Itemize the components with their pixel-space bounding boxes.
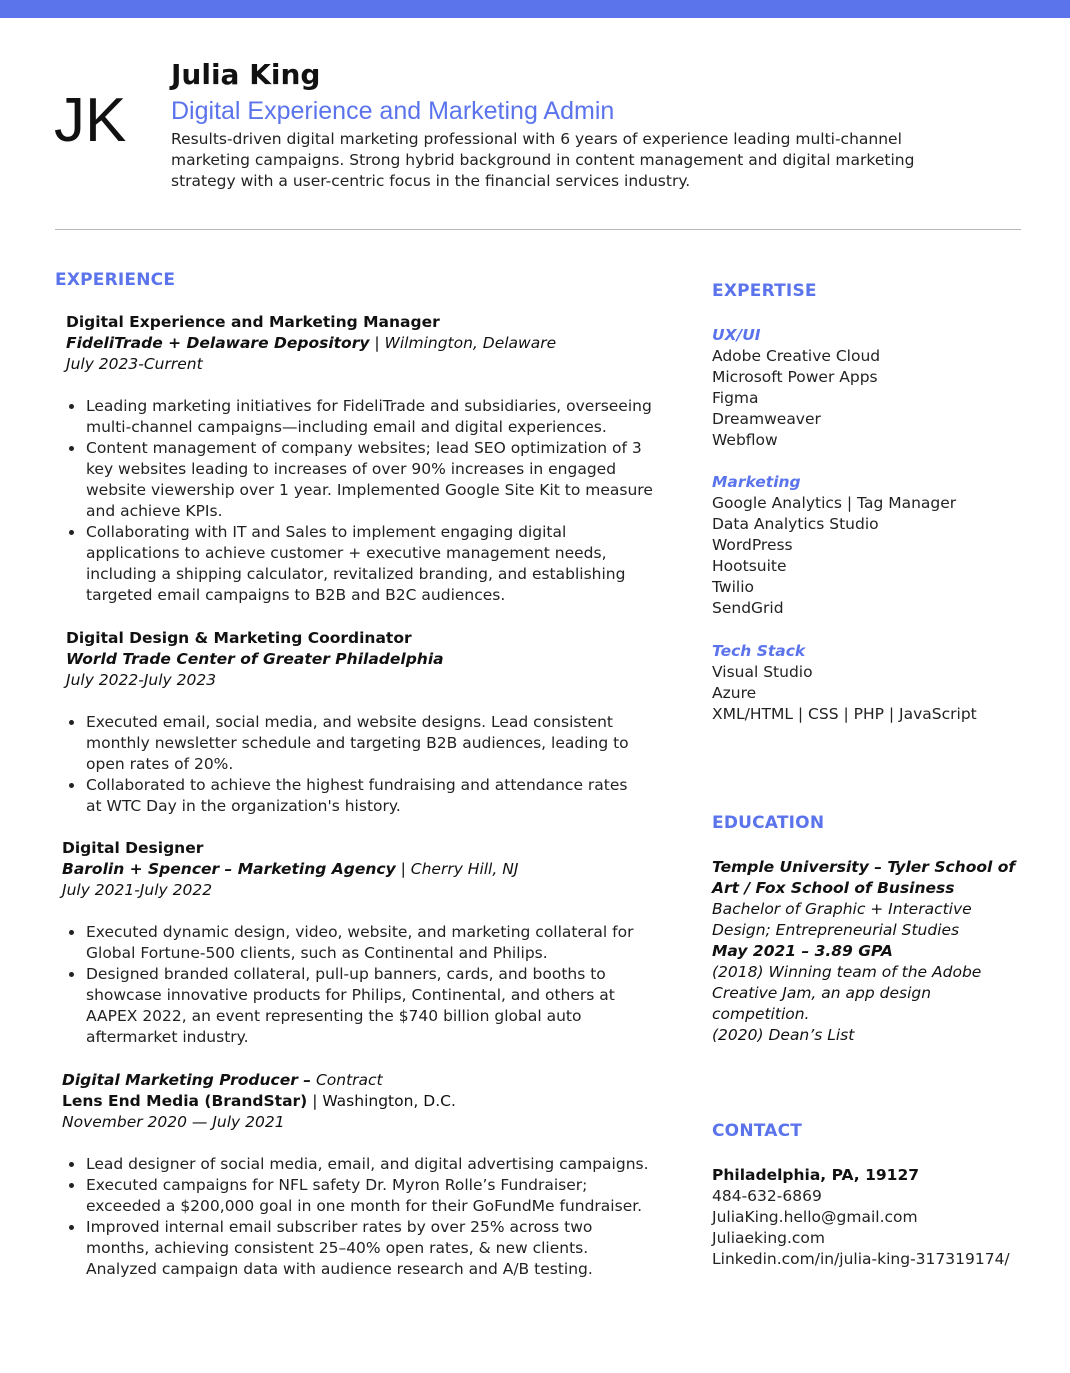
- monogram: JK: [54, 86, 127, 155]
- job-company-line: [62, 859, 636, 880]
- expertise-category: Marketing: [712, 473, 801, 491]
- education-degree: Bachelor of Graphic + Interactive Design; Entrepreneurial Studies: [712, 900, 972, 939]
- job-location: | Washington, D.C.: [307, 1092, 456, 1110]
- contact-linkedin[interactable]: Linkedin.com/in/julia-king-317319174/: [712, 1250, 1010, 1268]
- candidate-role: Digital Experience and Marketing Admin: [171, 97, 615, 125]
- job-company: Lens End Media (BrandStar): [62, 1092, 308, 1110]
- expertise-group: [712, 325, 1032, 451]
- job-company-line: [62, 1091, 652, 1112]
- job-company: FideliTrade + Delaware Depository: [66, 334, 370, 352]
- expertise-category: UX/UI: [712, 326, 761, 344]
- job-bullets: [66, 712, 636, 817]
- job-location: | Cherry Hill, NJ: [395, 860, 519, 878]
- job-title: Digital Experience and Marketing Manager: [66, 313, 440, 331]
- education-graduation: May 2021 – 3.89 GPA: [712, 942, 893, 960]
- job-bullet: • Executed campaigns for NFL safety Dr. Myron Rolle’s Fundraiser; exceeded a $200,000 goal in one month for their GoFundMe fundraiser.: [85, 1175, 652, 1217]
- experience-heading: EXPERIENCE: [55, 270, 176, 290]
- job-bullet: • Executed email, social media, and website designs. Lead consistent monthly newsletter schedule and targeting B2B audiences, leading to open rates of 20%.: [85, 712, 636, 775]
- job-bullets: [62, 1154, 652, 1280]
- job-bullet: • Content management of company websites; lead SEO optimization of 3 key websites leading to increases of over 90% increases in engaged website viewership over 1 year. Implemented Google Site Kit to measure and achieve KPIs.: [85, 438, 656, 522]
- job-title: Digital Design & Marketing Coordinator: [66, 629, 412, 647]
- contact-block: [712, 1165, 1032, 1270]
- expertise-item: Figma: [712, 389, 759, 407]
- job-entry: [62, 1070, 652, 1280]
- job-company: World Trade Center of Greater Philadelphia: [66, 650, 444, 668]
- contact-website[interactable]: Juliaeking.com: [712, 1229, 826, 1247]
- education-honor: (2018) Winning team of the Adobe Creative Jam, an app design competition.: [712, 963, 982, 1023]
- expertise-heading: EXPERTISE: [712, 281, 817, 301]
- job-bullet: • Improved internal email subscriber rates by over 25% across two months, achieving consistent 25–40% open rates, & new clients. Analyzed campaign data with audience research and A/B testing.: [85, 1217, 652, 1280]
- job-company-line: [66, 333, 656, 354]
- job-title-suffix: Contract: [311, 1071, 383, 1089]
- candidate-name: Julia King: [171, 58, 321, 91]
- contact-heading: CONTACT: [712, 1121, 803, 1141]
- job-dates: November 2020 — July 2021: [62, 1113, 285, 1131]
- job-bullet: • Executed dynamic design, video, website, and marketing collateral for Global Fortune-500 clients, such as Continental and Philips.: [85, 922, 636, 964]
- job-entry: [66, 628, 636, 817]
- expertise-item: Visual Studio: [712, 663, 813, 681]
- expertise-group: [712, 472, 1032, 619]
- education-heading: EDUCATION: [712, 813, 825, 833]
- expertise-item: Twilio: [712, 578, 754, 596]
- job-dates: July 2021-July 2022: [62, 881, 213, 899]
- resume-header: [171, 56, 931, 192]
- job-company-line: [66, 649, 636, 670]
- job-bullet: • Collaborating with IT and Sales to implement engaging digital applications to achieve customer + executive management needs, including a shipping calculator, revitalized branding, and establishing targeted email campaigns to B2B and B2C audiences.: [85, 522, 656, 606]
- job-dates: July 2022-July 2023: [66, 671, 217, 689]
- job-bullet: • Collaborated to achieve the highest fundraising and attendance rates at WTC Day in the organization's history.: [85, 775, 636, 817]
- job-entry: [66, 312, 656, 606]
- expertise-item: Webflow: [712, 431, 778, 449]
- education-school: Temple University – Tyler School of Art / Fox School of Business: [712, 858, 1016, 897]
- contact-email[interactable]: JuliaKing.hello@gmail.com: [712, 1208, 918, 1226]
- job-title: Digital Marketing Producer –: [62, 1071, 312, 1089]
- job-title: Digital Designer: [62, 839, 204, 857]
- expertise-item: Microsoft Power Apps: [712, 368, 878, 386]
- expertise-category: Tech Stack: [712, 642, 806, 660]
- expertise-item: WordPress: [712, 536, 793, 554]
- education-honor: (2020) Dean’s List: [712, 1026, 855, 1044]
- expertise-group: [712, 641, 1032, 725]
- professional-summary: Results-driven digital marketing professional with 6 years of experience leading multi-channel marketing campaigns. Strong hybrid background in content management and digital marketing strategy with a user-centric focus in the financial services industry.: [171, 130, 915, 190]
- contact-location: Philadelphia, PA, 19127: [712, 1166, 920, 1184]
- job-dates: July 2023-Current: [66, 355, 203, 373]
- job-entry: [62, 838, 636, 1048]
- expertise-item: Data Analytics Studio: [712, 515, 879, 533]
- expertise-item: Dreamweaver: [712, 410, 821, 428]
- job-bullet: • Leading marketing initiatives for FideliTrade and subsidiaries, overseeing multi-channel campaigns—including email and digital experiences.: [85, 396, 656, 438]
- expertise-item: SendGrid: [712, 599, 784, 617]
- expertise-item: Adobe Creative Cloud: [712, 347, 881, 365]
- contact-phone[interactable]: 484-632-6869: [712, 1187, 822, 1205]
- expertise-item: Hootsuite: [712, 557, 787, 575]
- education-entry: [712, 857, 1017, 1046]
- job-title-line: [62, 1070, 652, 1091]
- header-divider: [55, 229, 1021, 230]
- expertise-item: XML/HTML | CSS | PHP | JavaScript: [712, 705, 977, 723]
- job-bullets: [66, 396, 656, 606]
- expertise-item: Azure: [712, 684, 757, 702]
- job-company: Barolin + Spencer – Marketing Agency: [62, 860, 396, 878]
- expertise-item: Google Analytics | Tag Manager: [712, 494, 957, 512]
- job-bullet: • Designed branded collateral, pull-up banners, cards, and booths to showcase innovative products for Philips, Continental, and others at AAPEX 2022, an event representing the $740 billion global auto aftermarket industry.: [85, 964, 636, 1048]
- job-bullets: [62, 922, 636, 1048]
- top-accent-bar: [0, 0, 1070, 18]
- job-bullet: • Lead designer of social media, email, and digital advertising campaigns.: [85, 1154, 652, 1175]
- job-location: | Wilmington, Delaware: [369, 334, 557, 352]
